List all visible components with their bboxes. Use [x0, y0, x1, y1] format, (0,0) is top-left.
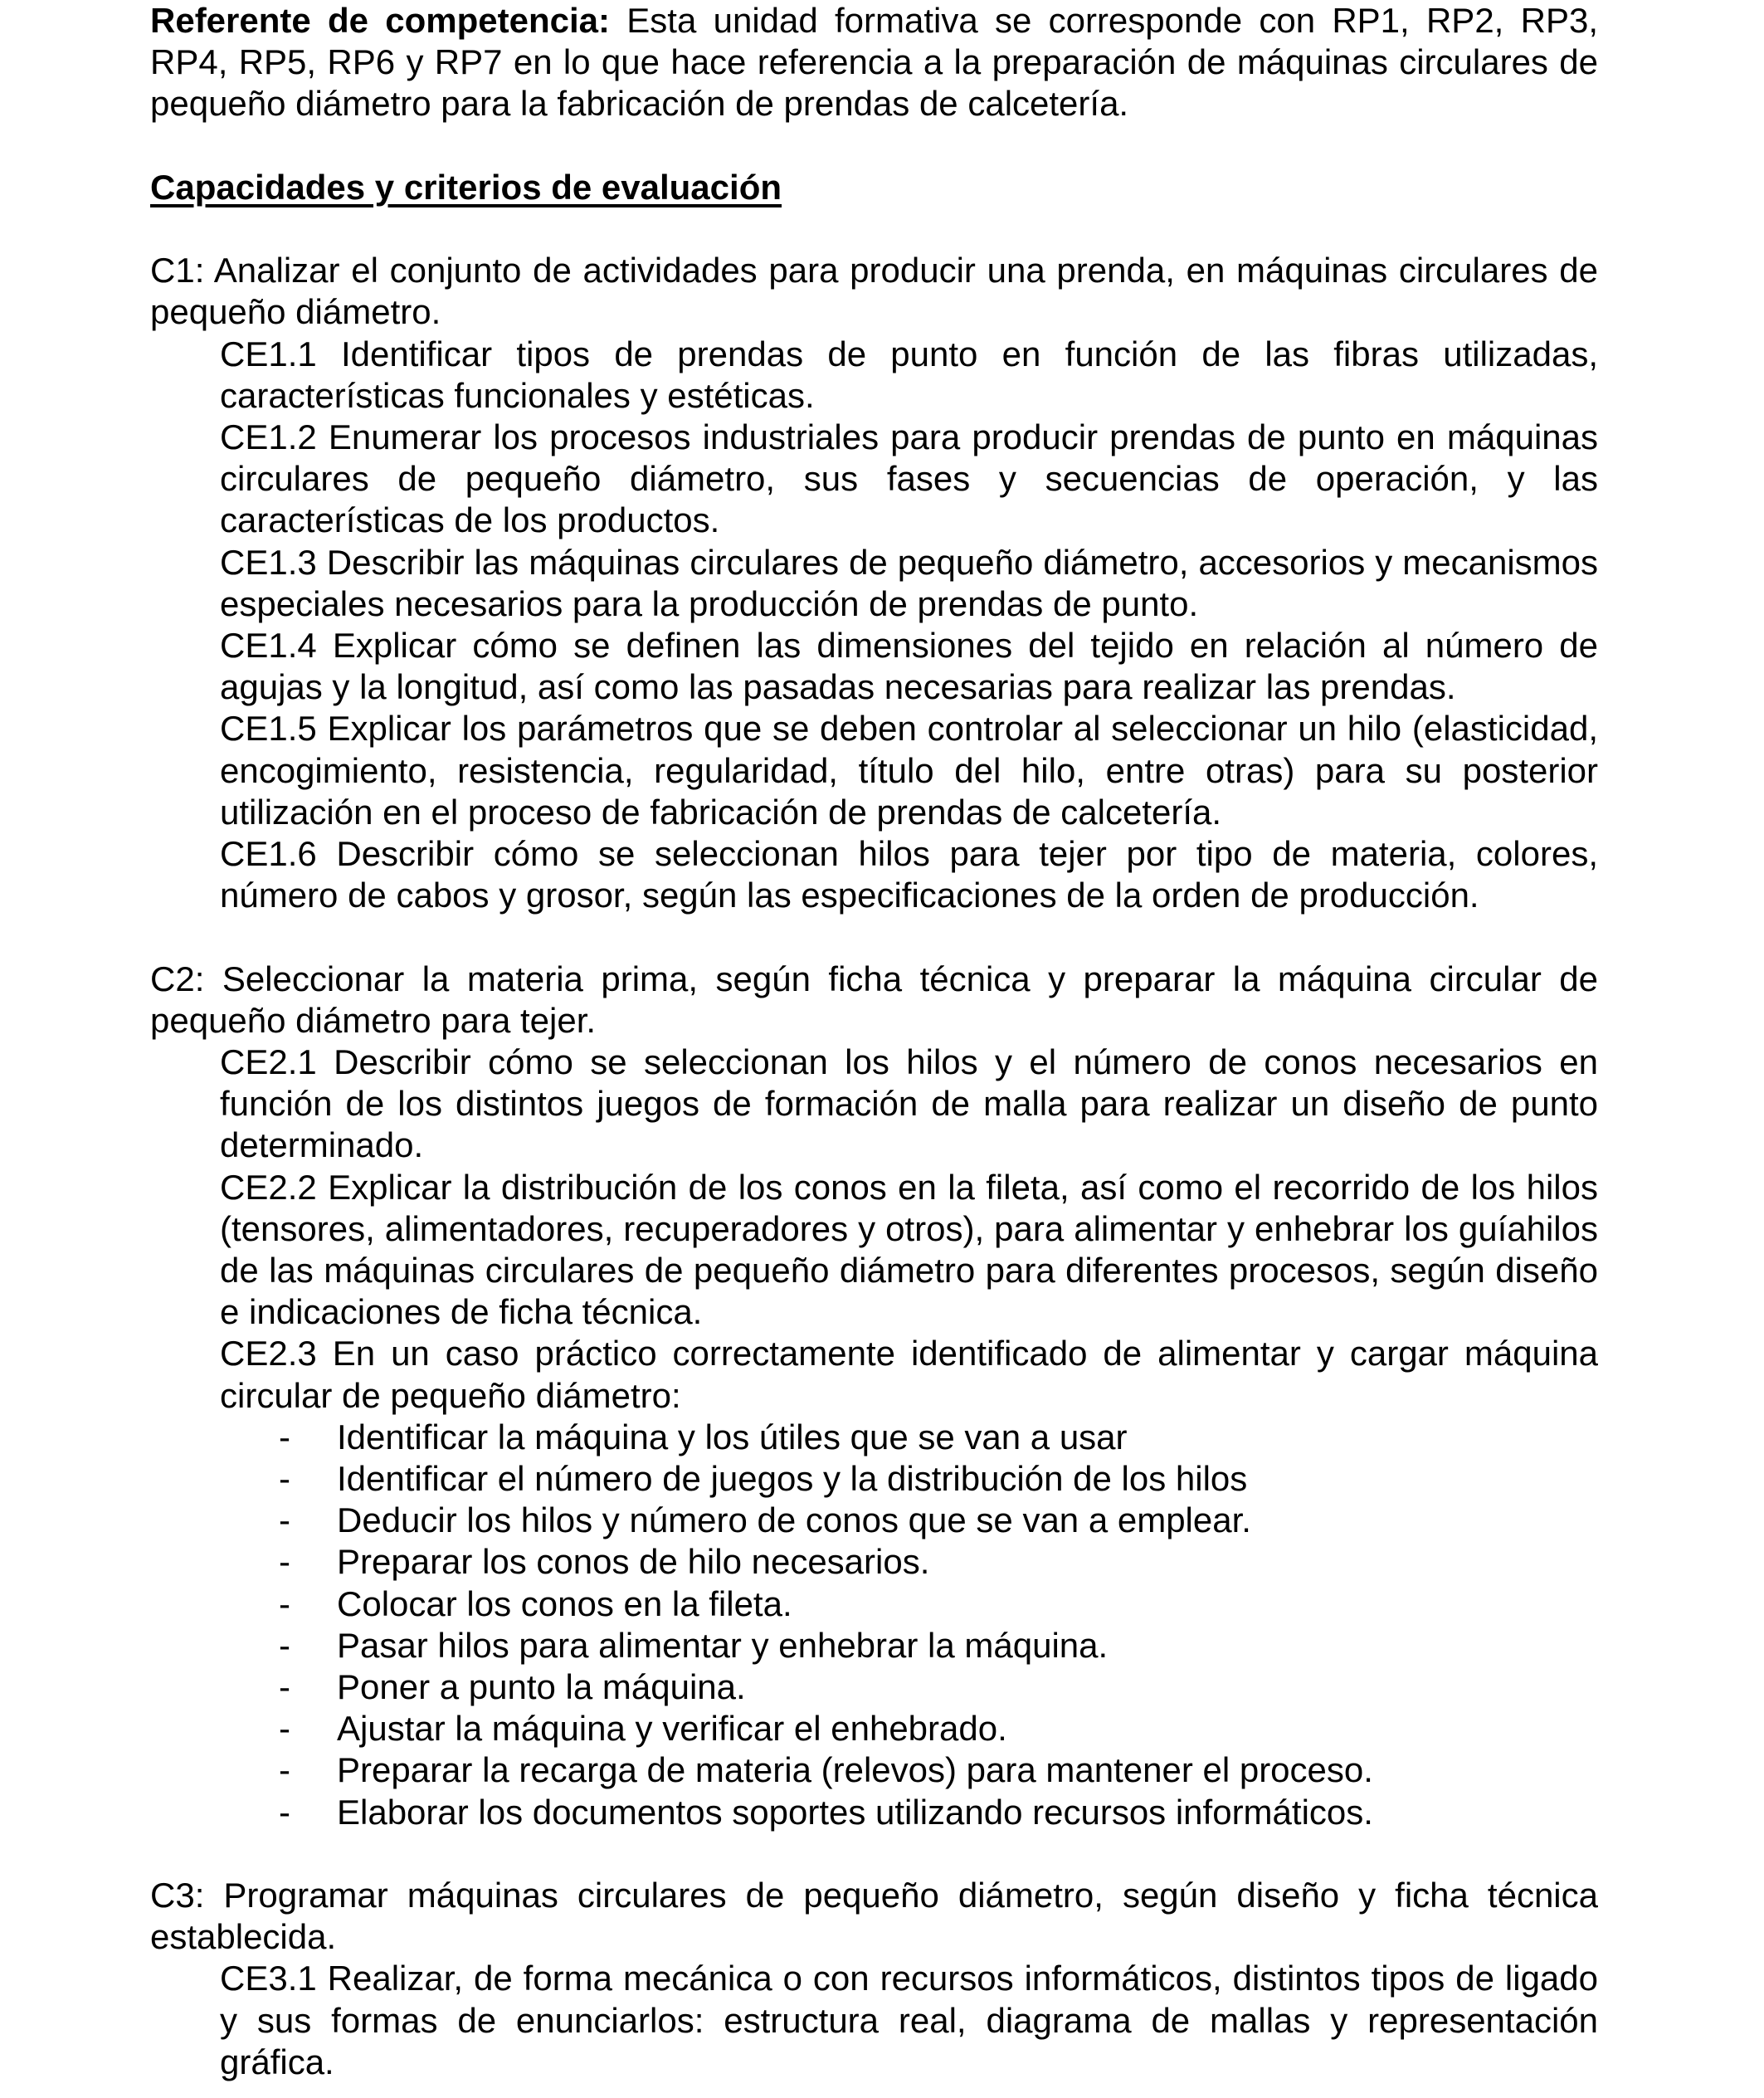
criterion-ce2-3: CE2.3 En un caso práctico correctamente identificado de alimentar y cargar máquina circular de pequeño diámetro:: [220, 1334, 1598, 1415]
list-item-text: Preparar la recarga de materia (relevos) para mantener el proceso.: [337, 1750, 1373, 1790]
bullet-dash: -: [279, 1459, 290, 1499]
capacity-text: C3: Programar máquinas circulares de pequeño diámetro, según diseño y ficha técnica establecida.: [150, 1876, 1598, 1957]
list-item-text: Identificar la máquina y los útiles que se van a usar: [337, 1417, 1128, 1456]
list-item-text: Ajustar la máquina y verificar el enhebrado.: [337, 1709, 1007, 1749]
list-item: [279, 1625, 1598, 1666]
list-item-text: Poner a punto la máquina.: [337, 1667, 746, 1707]
list-item: [279, 1458, 1598, 1500]
list-item-text: Preparar los conos de hilo necesarios.: [337, 1542, 930, 1582]
criterion-ce1-5: CE1.5 Explicar los parámetros que se deben controlar al seleccionar un hilo (elasticidad, encogimiento, resistencia, regularidad, título del hilo, entre otras) para su posterior utilización en el proceso de fabricación de prendas de calcetería.: [220, 709, 1598, 832]
bullet-dash: -: [279, 1709, 290, 1749]
criterion-ce3-1: CE3.1 Realizar, de forma mecánica o con recursos informáticos, distintos tipos de ligado y sus formas de enunciarlos: estructura real, diagrama de mallas y representación gráfica.: [220, 1959, 1598, 2081]
list-item-text: Identificar el número de juegos y la distribución de los hilos: [337, 1459, 1248, 1499]
criterion-ce1-4: CE1.4 Explicar cómo se definen las dimensiones del tejido en relación al número de agujas y la longitud, así como las pasadas necesarias para realizar las prendas.: [220, 626, 1598, 707]
bullet-dash: -: [279, 1750, 290, 1790]
criterion-ce1-6: CE1.6 Describir cómo se seleccionan hilos para tejer por tipo de materia, colores, número de cabos y grosor, según las especificaciones de la orden de producción.: [220, 834, 1598, 915]
competency-reference-text: Esta unidad formativa se corresponde con RP1, RP2, RP3, RP4, RP5, RP6 y RP7 en lo que hace referencia a la preparación de máquinas circulares de pequeño diámetro para la fabricación de prendas de calcetería.: [150, 1, 1598, 124]
list-item: [279, 1417, 1598, 1458]
bullet-dash: -: [279, 1417, 290, 1456]
list-item: [279, 1792, 1598, 1833]
list-item: [279, 1541, 1598, 1583]
list-item: [279, 1708, 1598, 1749]
section-heading: Capacidades y criterios de evaluación: [150, 167, 782, 207]
criterion-ce2-2: CE2.2 Explicar la distribución de los conos en la fileta, así como el recorrido de los hilos (tensores, alimentadores, recuperadores y otros), para alimentar y enhebrar los guíahilos de las máquinas circulares de pequeño diámetro para diferentes procesos, según diseño e indicaciones de ficha técnica.: [220, 1167, 1598, 1332]
list-item: [279, 1583, 1598, 1625]
list-item-text: Deducir los hilos y número de conos que se van a emplear.: [337, 1500, 1251, 1540]
criterion-ce1-3: CE1.3 Describir las máquinas circulares de pequeño diámetro, accesorios y mecanismos especiales necesarios para la producción de prendas de punto.: [220, 542, 1598, 623]
competency-reference-label: Referente de competencia:: [150, 1, 611, 40]
list-item-text: Elaborar los documentos soportes utilizando recursos informáticos.: [337, 1792, 1373, 1832]
bullet-dash: -: [279, 1583, 290, 1623]
criterion-ce1-1: CE1.1 Identificar tipos de prendas de punto en función de las fibras utilizadas, características funcionales y estéticas.: [220, 334, 1598, 415]
list-item: [279, 1749, 1598, 1791]
spacer: [150, 125, 1598, 167]
list-item-text: Colocar los conos en la fileta.: [337, 1583, 792, 1623]
list-item: [279, 1500, 1598, 1541]
competency-reference: [150, 0, 1598, 125]
practical-steps-list: [150, 1417, 1598, 1833]
capacity-c1: [150, 250, 1598, 916]
bullet-dash: -: [279, 1667, 290, 1707]
list-item: [279, 1666, 1598, 1708]
bullet-dash: -: [279, 1500, 290, 1540]
capacity-c2: [150, 959, 1598, 1833]
spacer: [150, 1833, 1598, 1875]
capacity-text: C1: Analizar el conjunto de actividades para producir una prenda, en máquinas circulares de pequeño diámetro.: [150, 251, 1598, 332]
bullet-dash: -: [279, 1542, 290, 1582]
list-item-text: Pasar hilos para alimentar y enhebrar la máquina.: [337, 1625, 1109, 1665]
spacer: [150, 916, 1598, 958]
criterion-ce1-2: CE1.2 Enumerar los procesos industriales para producir prendas de punto en máquinas circulares de pequeño diámetro, sus fases y secuencias de operación, y las características de los productos.: [220, 417, 1598, 540]
bullet-dash: -: [279, 1625, 290, 1665]
criterion-ce2-1: CE2.1 Describir cómo se seleccionan los hilos y el número de conos necesarios en función de los distintos juegos de formación de malla para realizar un diseño de punto determinado.: [220, 1042, 1598, 1165]
spacer: [150, 208, 1598, 250]
capacity-text: C2: Seleccionar la materia prima, según ficha técnica y preparar la máquina circular de pequeño diámetro para tejer.: [150, 959, 1598, 1040]
document-page: [150, 0, 1598, 2083]
capacity-c3: [150, 1875, 1598, 2083]
bullet-dash: -: [279, 1792, 290, 1832]
